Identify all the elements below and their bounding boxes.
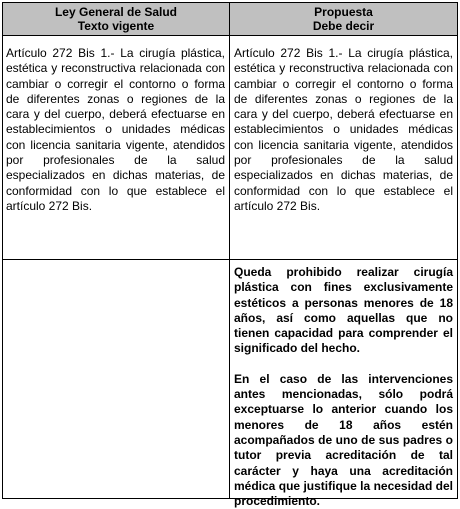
proposal-added-paragraph-2: En el caso de las intervenciones antes mencionadas, sólo podrá exceptuarse lo anterior cuando los menores de 18 años estén acompañados de uno de sus padres o tutor previa acreditación de tal carácter y haya una acreditación médica que justifique la necesidad del procedimiento. xyxy=(234,371,453,509)
header-current-law-subtitle: Texto vigente xyxy=(77,19,155,33)
proposal-added-paragraph-1: Queda prohibido realizar cirugía plástica con fines exclusivamente estéticos a personas menores de 18 años, así como aquellas que no tienen capacidad para comprender el significado del hecho. xyxy=(234,265,453,356)
current-law-article-text xyxy=(6,46,225,214)
header-proposal xyxy=(230,3,457,35)
current-law-article-paragraph: Artículo 272 Bis 1.- La cirugía plástica, estética y reconstructiva relacionada con cambiar o corregir el contorno o forma de diferentes zonas o regiones de la cara y del cuerpo, deberá efectuarse en establecimientos o unidades médicas con licencia sanitaria vigente, atendidos por profesionales de la salud especializados en dichas materias, de conformidad con lo que establece el artículo 272 Bis. xyxy=(6,46,225,213)
row-divider xyxy=(3,259,457,260)
proposal-added-text xyxy=(234,265,453,509)
header-proposal-subtitle: Debe decir xyxy=(312,19,375,33)
column-divider xyxy=(229,3,230,498)
proposal-article-paragraph: Artículo 272 Bis 1.- La cirugía plástica, estética y reconstructiva relacionada con cambiar o corregir el contorno o forma de diferentes zonas o regiones de la cara y del cuerpo, deberá efectuarse en establecimientos o unidades médicas con licencia sanitaria vigente, atendidos por profesionales de la salud especializados en dichas materias, de conformidad con lo que establece el artículo 272 Bis. xyxy=(234,46,453,213)
proposal-article-text xyxy=(234,46,453,214)
header-current-law xyxy=(3,3,229,35)
table-header xyxy=(3,3,457,36)
comparison-table xyxy=(2,2,458,509)
header-current-law-title: Ley General de Salud xyxy=(54,5,178,19)
header-proposal-title: Propuesta xyxy=(314,5,373,19)
